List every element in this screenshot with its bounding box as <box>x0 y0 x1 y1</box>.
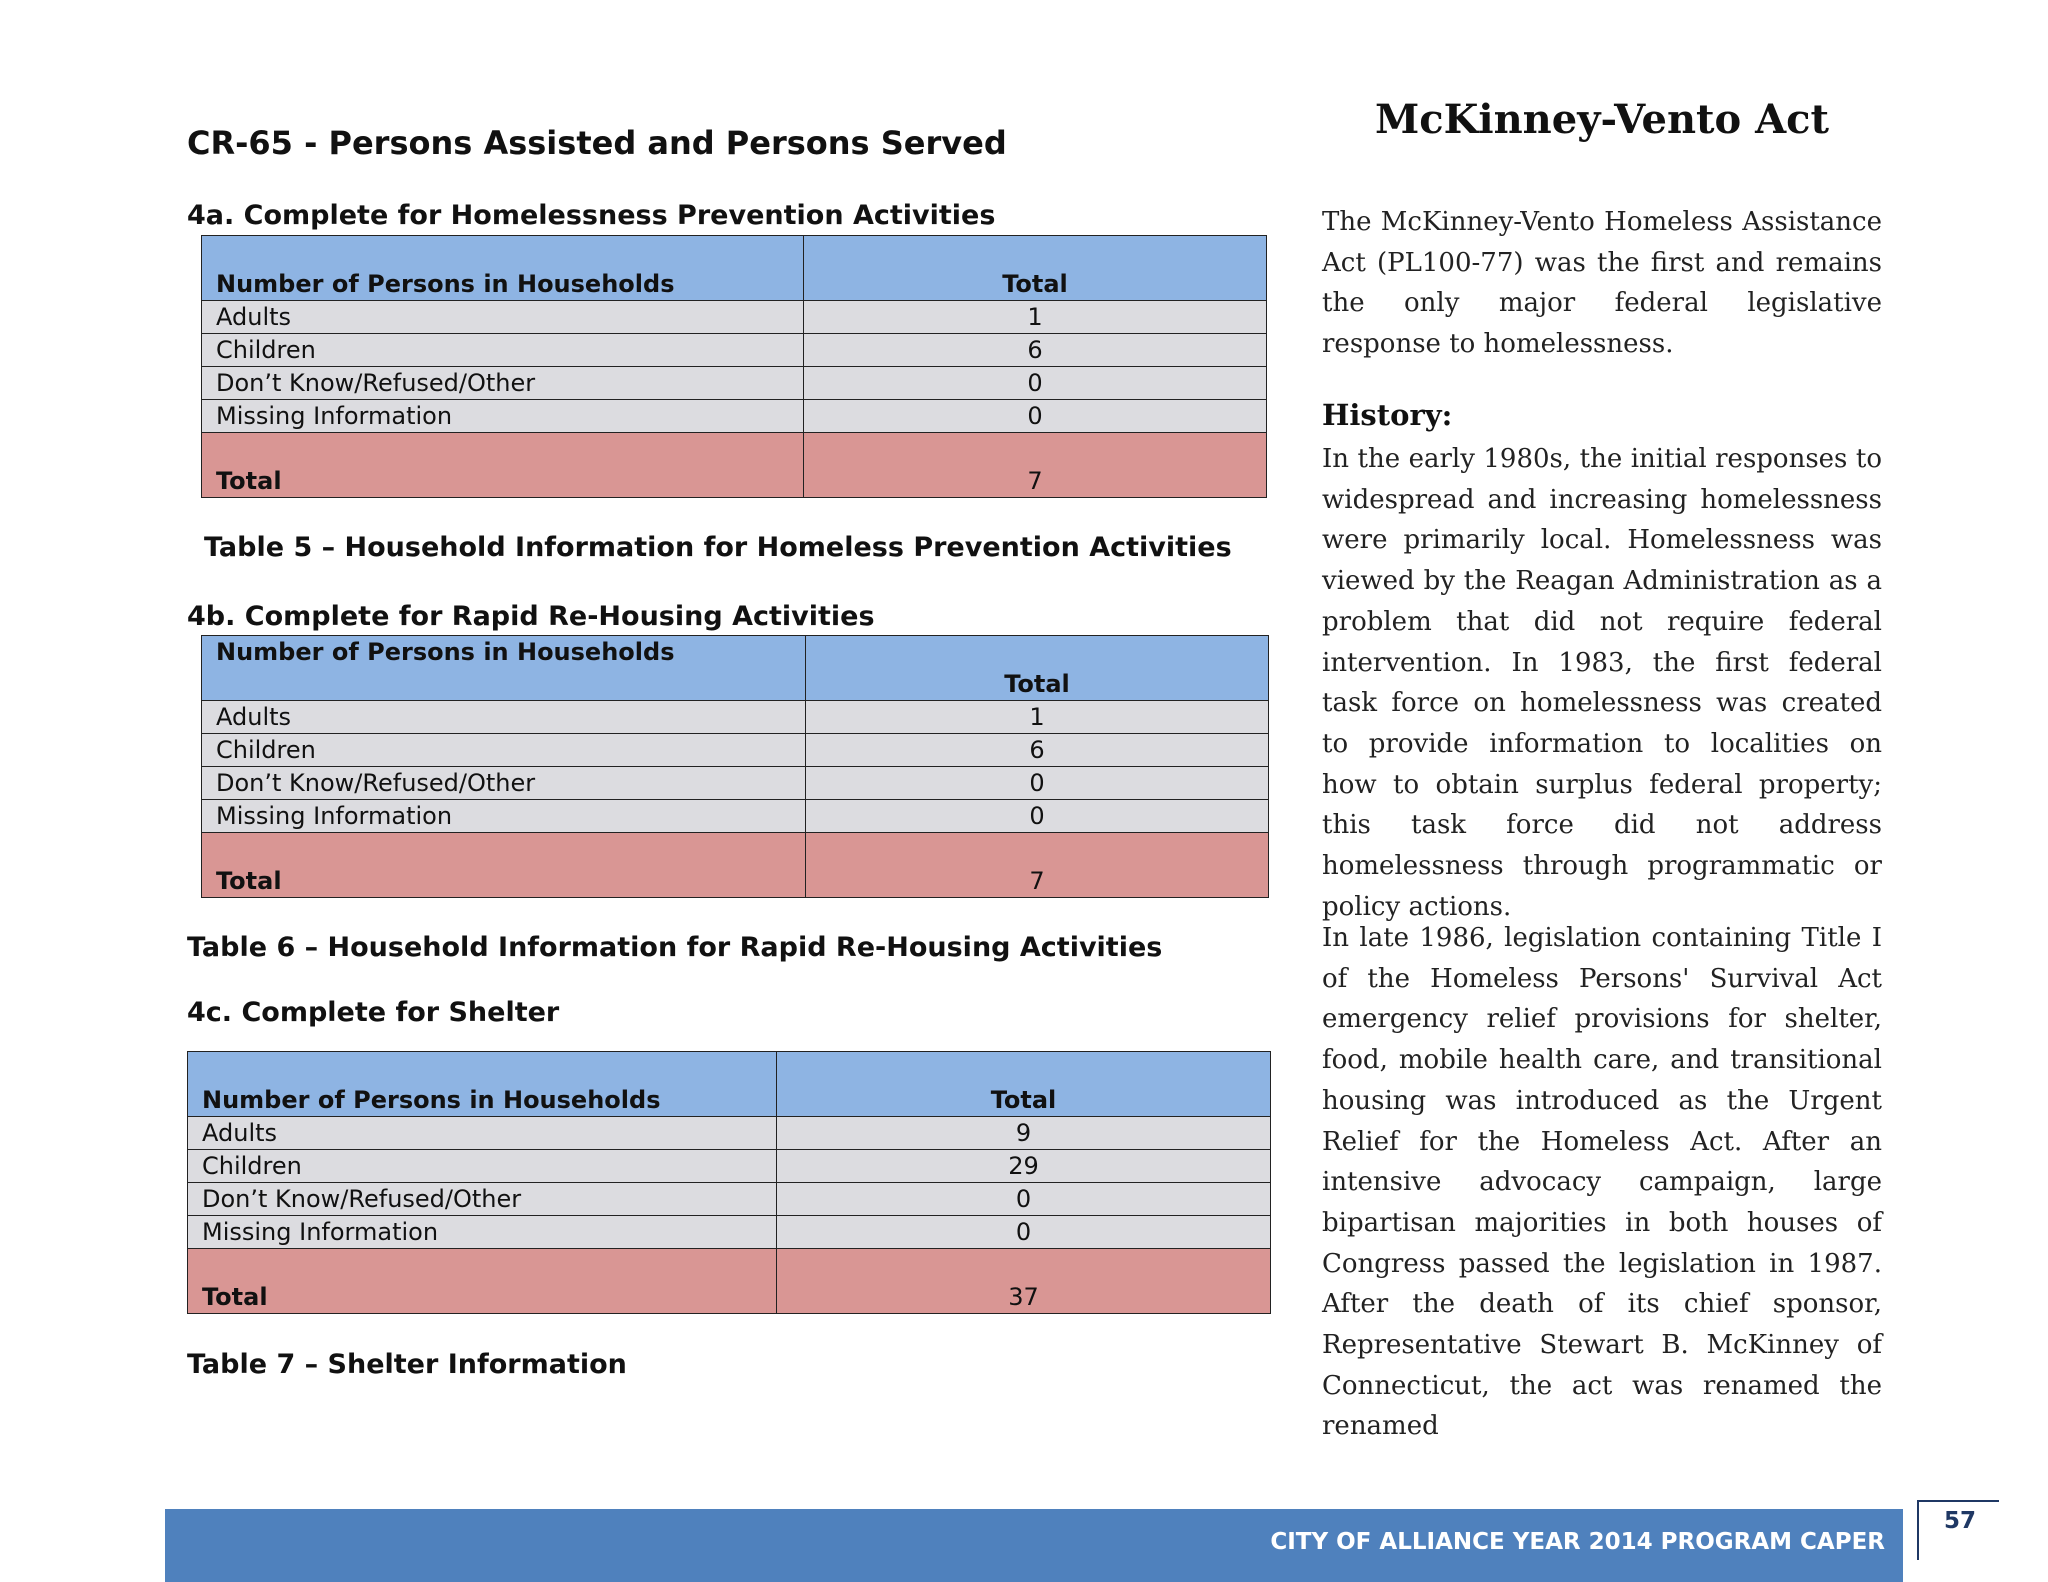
total-value: 7 <box>806 833 1269 898</box>
row-label: Missing Information <box>188 1216 777 1249</box>
page-number-divider <box>1917 1500 1919 1560</box>
row-value: 0 <box>804 400 1267 433</box>
footer-title: CITY OF ALLIANCE YEAR 2014 PROGRAM CAPER <box>1270 1529 1885 1555</box>
table-row <box>202 734 1269 767</box>
row-value: 6 <box>806 734 1269 767</box>
row-label: Don’t Know/Refused/Other <box>188 1183 777 1216</box>
table-shelter <box>187 1051 1271 1314</box>
row-value: 1 <box>806 701 1269 734</box>
section-b-heading: 4b. Complete for Rapid Re-Housing Activities <box>187 601 875 632</box>
history-heading: History: <box>1322 398 1453 432</box>
header-total: Total <box>806 636 1269 701</box>
header-persons: Number of Persons in Households <box>188 1052 777 1117</box>
table-5-caption: Table 5 – Household Information for Homeless Prevention Activities <box>204 532 1232 563</box>
table-row <box>202 301 1267 334</box>
table-header-row <box>188 1052 1271 1117</box>
table-rapid-rehousing <box>201 635 1269 898</box>
table-7-caption: Table 7 – Shelter Information <box>187 1349 627 1380</box>
page-number: 57 <box>1944 1508 1977 1534</box>
table-row <box>202 800 1269 833</box>
row-label: Adults <box>188 1117 777 1150</box>
row-value: 0 <box>777 1183 1271 1216</box>
row-label: Missing Information <box>202 400 804 433</box>
table-total-row <box>202 433 1267 498</box>
row-label: Don’t Know/Refused/Other <box>202 767 806 800</box>
footer-bar <box>165 1509 1903 1582</box>
row-value: 9 <box>777 1117 1271 1150</box>
page-heading: CR-65 - Persons Assisted and Persons Served <box>187 124 1007 162</box>
header-total: Total <box>777 1052 1271 1117</box>
row-value: 29 <box>777 1150 1271 1183</box>
row-value: 0 <box>806 767 1269 800</box>
table-total-row <box>202 833 1269 898</box>
history-paragraph-2: In late 1986, legislation containing Title I of the Homeless Persons' Survival Act emergency relief provisions for shelter, food, mobile health care, and transitional housing was introduced as the Urgent Relief for the Homeless Act. After an intensive advocacy campaign, large bipartisan majorities in both houses of Congress passed the legislation in 1987. After the death of its chief sponsor, Representative Stewart B. McKinney of Connecticut, the act was renamed the renamed <box>1322 923 1882 1442</box>
row-label: Children <box>188 1150 777 1183</box>
total-value: 7 <box>804 433 1267 498</box>
table-row <box>202 334 1267 367</box>
header-persons: Number of Persons in Households <box>202 236 804 301</box>
row-label: Children <box>202 334 804 367</box>
table-row <box>202 400 1267 433</box>
row-value: 0 <box>806 800 1269 833</box>
row-label: Children <box>202 734 806 767</box>
table-header-row <box>202 636 1269 701</box>
total-label: Total <box>202 433 804 498</box>
table-row <box>188 1150 1271 1183</box>
table-row <box>188 1183 1271 1216</box>
row-label: Don’t Know/Refused/Other <box>202 367 804 400</box>
header-total: Total <box>804 236 1267 301</box>
row-label: Missing Information <box>202 800 806 833</box>
row-value: 0 <box>777 1216 1271 1249</box>
row-label: Adults <box>202 701 806 734</box>
row-value: 0 <box>804 367 1267 400</box>
section-a-heading: 4a. Complete for Homelessness Prevention Activities <box>187 200 996 231</box>
section-c-heading: 4c. Complete for Shelter <box>187 997 560 1028</box>
total-value: 37 <box>777 1249 1271 1314</box>
header-persons: Number of Persons in Households <box>202 636 806 701</box>
table-6-caption: Table 6 – Household Information for Rapid Re-Housing Activities <box>187 932 1163 963</box>
table-row <box>188 1216 1271 1249</box>
table-row <box>202 767 1269 800</box>
table-row <box>202 367 1267 400</box>
history-paragraph-1: In the early 1980s, the initial responses to widespread and increasing homelessness were primarily local. Homelessness was viewed by the Reagan Administration as a problem that did not require federal intervention. In 1983, the first federal task force on homelessness was created to provide information to localities on how to obtain surplus federal property; this task force did not address homelessness through programmatic or policy actions. <box>1322 444 1882 922</box>
row-value: 1 <box>804 301 1267 334</box>
sidebar-title: McKinney-Vento Act <box>1375 96 1829 143</box>
table-homeless-prevention <box>201 235 1267 498</box>
table-header-row <box>202 236 1267 301</box>
row-label: Adults <box>202 301 804 334</box>
table-total-row <box>188 1249 1271 1314</box>
table-row <box>202 701 1269 734</box>
total-label: Total <box>202 833 806 898</box>
total-label: Total <box>188 1249 777 1314</box>
page-number-rule <box>1917 1500 1999 1502</box>
row-value: 6 <box>804 334 1267 367</box>
table-row <box>188 1117 1271 1150</box>
intro-paragraph: The McKinney-Vento Homeless Assistance Act (PL100-77) was the first and remains the only major federal legislative response to homelessness. <box>1322 207 1882 360</box>
